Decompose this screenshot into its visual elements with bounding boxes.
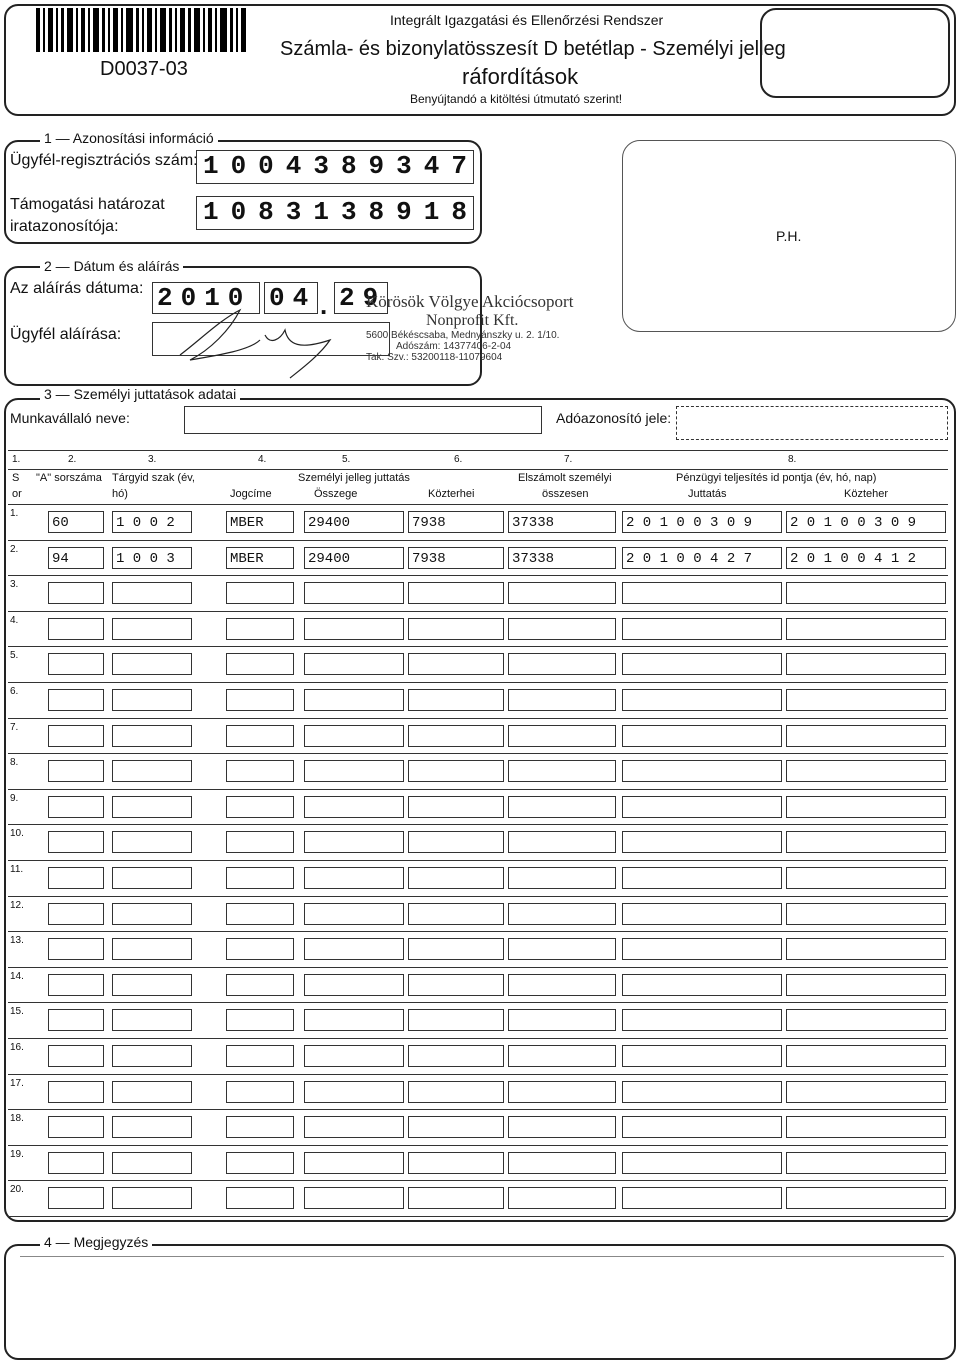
cell-a[interactable] — [48, 689, 104, 711]
table-row — [8, 647, 948, 683]
row-number: 19. — [10, 1148, 24, 1160]
cell-period[interactable] — [112, 725, 192, 747]
cell-pay1[interactable] — [622, 582, 782, 604]
cell-pay2[interactable]: 2 0 1 0 0 3 0 9 — [786, 511, 946, 533]
reg-digit: 1 — [202, 151, 219, 181]
cell-title[interactable] — [226, 938, 294, 960]
cell-amount[interactable] — [304, 796, 404, 818]
row-number: 5. — [10, 650, 19, 662]
cell-amount[interactable] — [304, 938, 404, 960]
page-title: Számla- és bizonylatösszesít D betétlap - Személyi jelleg — [280, 38, 786, 60]
row-number: 8. — [10, 757, 19, 769]
cell-a[interactable] — [48, 653, 104, 675]
cell-pay1[interactable] — [622, 796, 782, 818]
form-code: D0037-03 — [100, 58, 188, 80]
col-number: 4. — [258, 454, 267, 465]
tax-id-field[interactable] — [676, 406, 948, 440]
col-number: 5. — [342, 454, 351, 465]
cell-pay1[interactable] — [622, 1187, 782, 1209]
cell-total[interactable] — [508, 653, 616, 675]
cell-title[interactable] — [226, 974, 294, 996]
cell-title[interactable] — [226, 867, 294, 889]
cell-total[interactable]: 37338 — [508, 547, 616, 569]
row-number: 13. — [10, 935, 24, 947]
cell-total[interactable] — [508, 725, 616, 747]
cell-public[interactable] — [408, 1045, 504, 1067]
employee-name-label: Munkavállaló neve: — [10, 410, 130, 426]
row-number: 12. — [10, 899, 24, 911]
stamp-line: Tak. Szv.: 53200118-11079604 — [366, 352, 503, 363]
table-row — [8, 861, 948, 897]
cell-total[interactable] — [508, 1009, 616, 1031]
reg-digit: 8 — [340, 151, 357, 181]
decision-digit: 0 — [230, 197, 247, 227]
cell-pay2[interactable] — [786, 582, 946, 604]
cell-pay2[interactable] — [786, 1081, 946, 1103]
cell-period[interactable]: 1 0 0 2 — [112, 511, 192, 533]
cell-title[interactable]: MBER — [226, 547, 294, 569]
cell-title[interactable] — [226, 1045, 294, 1067]
cell-total[interactable] — [508, 1187, 616, 1209]
cell-pay1[interactable] — [622, 938, 782, 960]
table-row — [8, 719, 948, 755]
header-settled-2: összesen — [542, 488, 589, 500]
stamp-line: Körösök Völgye Akciócsoport — [366, 292, 574, 311]
reg-digit: 4 — [285, 151, 302, 181]
cell-title[interactable] — [226, 1009, 294, 1031]
cell-title[interactable] — [226, 760, 294, 782]
barcode — [36, 8, 246, 52]
decision-digit: 3 — [340, 197, 357, 227]
cell-period[interactable] — [112, 1081, 192, 1103]
cell-public[interactable] — [408, 867, 504, 889]
table-row — [8, 1110, 948, 1146]
cell-period[interactable] — [112, 1152, 192, 1174]
cell-total[interactable] — [508, 903, 616, 925]
header-or: or — [12, 488, 22, 500]
cell-title[interactable] — [226, 1081, 294, 1103]
row-number: 9. — [10, 792, 19, 804]
cell-pay1[interactable] — [622, 1116, 782, 1138]
cell-pay2[interactable] — [786, 938, 946, 960]
cell-amount[interactable] — [304, 1152, 404, 1174]
decision-id-field[interactable] — [196, 196, 474, 230]
cell-amount[interactable] — [304, 1081, 404, 1103]
cell-a[interactable]: 94 — [48, 547, 104, 569]
cell-a[interactable] — [48, 1009, 104, 1031]
cell-period[interactable] — [112, 618, 192, 640]
corner-box — [760, 8, 950, 98]
cell-public[interactable] — [408, 582, 504, 604]
tax-id-label: Adóazonosító jele: — [556, 410, 672, 426]
cell-period[interactable] — [112, 1116, 192, 1138]
cell-public[interactable] — [408, 903, 504, 925]
cell-public[interactable] — [408, 653, 504, 675]
cell-public[interactable] — [408, 1152, 504, 1174]
cell-amount[interactable] — [304, 831, 404, 853]
cell-total[interactable] — [508, 1116, 616, 1138]
reg-number-field[interactable] — [196, 150, 474, 184]
decision-label-2: iratazonosítója: — [10, 218, 119, 235]
cell-amount[interactable] — [304, 582, 404, 604]
cell-title[interactable] — [226, 725, 294, 747]
cell-pay1[interactable] — [622, 689, 782, 711]
cell-total[interactable] — [508, 618, 616, 640]
cell-title[interactable]: MBER — [226, 511, 294, 533]
cell-total[interactable]: 37338 — [508, 511, 616, 533]
table-header — [8, 470, 948, 505]
cell-pay1[interactable]: 2 0 1 0 0 3 0 9 — [622, 511, 782, 533]
row-number: 17. — [10, 1077, 24, 1089]
row-number: 4. — [10, 614, 19, 626]
header-benefit: Személyi jelleg juttatás — [298, 472, 410, 484]
cell-title[interactable] — [226, 1187, 294, 1209]
cell-period[interactable] — [112, 1187, 192, 1209]
cell-pay2[interactable] — [786, 689, 946, 711]
col-number: 8. — [788, 454, 797, 465]
col-number: 1. — [12, 454, 21, 465]
date-month-field[interactable]: 04 — [264, 282, 318, 314]
table-row — [8, 754, 948, 790]
header-pay-benefit: Juttatás — [688, 488, 727, 500]
cell-pay2[interactable] — [786, 796, 946, 818]
cell-pay2[interactable]: 2 0 1 0 0 4 1 2 — [786, 547, 946, 569]
header-period-2: hó) — [112, 488, 128, 500]
cell-title[interactable] — [226, 1116, 294, 1138]
row-number: 6. — [10, 685, 19, 697]
cell-a[interactable] — [48, 725, 104, 747]
row-number: 16. — [10, 1041, 24, 1053]
cell-amount[interactable] — [304, 725, 404, 747]
decision-digit: 1 — [313, 197, 329, 227]
cell-pay1[interactable] — [622, 974, 782, 996]
company-stamp — [366, 292, 606, 363]
cell-public[interactable] — [408, 760, 504, 782]
cell-pay2[interactable] — [786, 867, 946, 889]
cell-total[interactable] — [508, 1152, 616, 1174]
cell-public[interactable]: 7938 — [408, 511, 504, 533]
cell-pay2[interactable] — [786, 1187, 946, 1209]
cell-a[interactable]: 60 — [48, 511, 104, 533]
cell-pay2[interactable] — [786, 974, 946, 996]
reg-digit: 0 — [258, 151, 274, 181]
cell-period[interactable] — [112, 760, 192, 782]
row-number: 18. — [10, 1113, 24, 1125]
section4-heading: 4 — Megjegyzés — [40, 1234, 152, 1250]
cell-total[interactable] — [508, 796, 616, 818]
header-a-number: "A" sorszáma — [36, 472, 102, 484]
header-amount: Összege — [314, 488, 358, 500]
cell-pay1[interactable]: 2 0 1 0 0 4 2 7 — [622, 547, 782, 569]
row-number: 1. — [10, 508, 19, 519]
row-number: 20. — [10, 1184, 24, 1196]
header-s: S — [12, 472, 20, 484]
cell-public[interactable] — [408, 1116, 504, 1138]
cell-amount[interactable]: 29400 — [304, 547, 404, 569]
table-row — [8, 1039, 948, 1075]
cell-a[interactable] — [48, 796, 104, 818]
cell-period[interactable]: 1 0 0 3 — [112, 547, 192, 569]
cell-pay1[interactable] — [622, 903, 782, 925]
cell-a[interactable] — [48, 1116, 104, 1138]
reg-digit: 3 — [396, 151, 412, 181]
cell-pay2[interactable] — [786, 1009, 946, 1031]
decision-label-1: Támogatási határozat — [10, 196, 165, 213]
signature-label: Ügyfél aláírása: — [10, 326, 122, 343]
submission-note: Benyújtandó a kitöltési útmutató szerint! — [410, 92, 623, 106]
stamp-line: Adószám: 14377406-2-04 — [396, 341, 512, 352]
section1-heading: 1 — Azonosítási információ — [40, 130, 218, 146]
cell-public[interactable] — [408, 1187, 504, 1209]
cell-pay2[interactable] — [786, 1045, 946, 1067]
row-number: 11. — [10, 863, 24, 875]
table-row — [8, 897, 948, 933]
cell-pay2[interactable] — [786, 831, 946, 853]
cell-a[interactable] — [48, 938, 104, 960]
cell-pay1[interactable] — [622, 1045, 782, 1067]
reg-digit: 0 — [230, 151, 247, 181]
cell-a[interactable] — [48, 1152, 104, 1174]
cell-total[interactable] — [508, 582, 616, 604]
table-row — [8, 505, 948, 541]
table-row — [8, 1181, 948, 1217]
date-separator: . — [320, 290, 328, 320]
table-row — [8, 825, 948, 861]
cell-public[interactable]: 7938 — [408, 547, 504, 569]
cell-a[interactable] — [48, 760, 104, 782]
decision-digit: 1 — [202, 197, 219, 227]
cell-period[interactable] — [112, 1045, 192, 1067]
cell-title[interactable] — [226, 689, 294, 711]
cell-pay1[interactable] — [622, 831, 782, 853]
stamp-line: Nonprofit Kft. — [426, 312, 519, 329]
cell-amount[interactable] — [304, 1045, 404, 1067]
section3-heading: 3 — Személyi juttatások adatai — [40, 386, 240, 402]
table-body — [8, 505, 948, 1217]
cell-total[interactable] — [508, 974, 616, 996]
row-number: 15. — [10, 1006, 24, 1018]
cell-pay1[interactable] — [622, 1081, 782, 1103]
cell-title[interactable] — [226, 653, 294, 675]
page-title-line2: ráfordítások — [462, 64, 579, 89]
decision-digit: 1 — [423, 197, 440, 227]
cell-a[interactable] — [48, 582, 104, 604]
cell-a[interactable] — [48, 618, 104, 640]
header-settled-1: Elszámolt személyi — [518, 472, 612, 484]
stamp-line: 5600 Békéscsaba, Mednyánszky u. 2. 1/10. — [366, 330, 560, 341]
row-number: 10. — [10, 828, 24, 840]
col-number: 3. — [148, 454, 157, 465]
cell-amount[interactable] — [304, 653, 404, 675]
cell-public[interactable] — [408, 974, 504, 996]
comment-field[interactable] — [20, 1256, 944, 1345]
header-payment: Pénzügyi teljesítés id pontja (év, hó, nap) — [676, 472, 877, 484]
cell-public[interactable] — [408, 725, 504, 747]
cell-period[interactable] — [112, 689, 192, 711]
decision-digit: 9 — [396, 197, 412, 227]
col-number: 2. — [68, 454, 77, 465]
table-row — [8, 968, 948, 1004]
cell-total[interactable] — [508, 1045, 616, 1067]
header-period-1: Tárgyid szak (év, — [112, 472, 195, 484]
cell-public[interactable] — [408, 1081, 504, 1103]
cell-amount[interactable] — [304, 618, 404, 640]
cell-amount[interactable] — [304, 867, 404, 889]
reg-digit: 9 — [368, 151, 385, 181]
cell-pay1[interactable] — [622, 760, 782, 782]
reg-digit: 4 — [423, 151, 440, 181]
cell-a[interactable] — [48, 867, 104, 889]
cell-public[interactable] — [408, 938, 504, 960]
cell-public[interactable] — [408, 1009, 504, 1031]
table-row — [8, 612, 948, 648]
stamp-label: P.H. — [776, 228, 802, 244]
decision-digit: 8 — [451, 197, 467, 227]
cell-period[interactable] — [112, 796, 192, 818]
cell-a[interactable] — [48, 1187, 104, 1209]
cell-amount[interactable] — [304, 1009, 404, 1031]
cell-a[interactable] — [48, 1045, 104, 1067]
col-number: 7. — [564, 454, 573, 465]
benefits-table — [8, 450, 948, 1217]
decision-digit: 8 — [258, 197, 274, 227]
col-number: 6. — [454, 454, 463, 465]
cell-public[interactable] — [408, 618, 504, 640]
table-row — [8, 1003, 948, 1039]
cell-period[interactable] — [112, 831, 192, 853]
cell-pay2[interactable] — [786, 903, 946, 925]
cell-pay2[interactable] — [786, 653, 946, 675]
header-public: Közterhei — [428, 488, 475, 500]
cell-a[interactable] — [48, 974, 104, 996]
section2-heading: 2 — Dátum és aláírás — [40, 258, 183, 274]
cell-total[interactable] — [508, 760, 616, 782]
cell-public[interactable] — [408, 831, 504, 853]
date-label: Az aláírás dátuma: — [10, 280, 144, 297]
cell-pay2[interactable] — [786, 1152, 946, 1174]
cell-amount[interactable] — [304, 689, 404, 711]
cell-pay2[interactable] — [786, 725, 946, 747]
system-name: Integrált Igazgatási és Ellenőrzési Rendszer — [390, 12, 664, 28]
employee-name-field[interactable] — [184, 406, 542, 434]
cell-period[interactable] — [112, 653, 192, 675]
cell-total[interactable] — [508, 831, 616, 853]
cell-period[interactable] — [112, 903, 192, 925]
table-row — [8, 576, 948, 612]
cell-pay2[interactable] — [786, 760, 946, 782]
cell-pay1[interactable] — [622, 653, 782, 675]
cell-total[interactable] — [508, 689, 616, 711]
cell-period[interactable] — [112, 867, 192, 889]
table-row — [8, 1075, 948, 1111]
handwritten-signature — [170, 300, 370, 380]
cell-amount[interactable]: 29400 — [304, 511, 404, 533]
table-row — [8, 790, 948, 826]
cell-period[interactable] — [112, 938, 192, 960]
cell-title[interactable] — [226, 831, 294, 853]
header-title: Jogcíme — [230, 488, 272, 500]
reg-number-label: Ügyfél-regisztrációs szám: — [10, 152, 198, 169]
cell-pay2[interactable] — [786, 1116, 946, 1138]
cell-period[interactable] — [112, 1009, 192, 1031]
cell-pay1[interactable] — [622, 1152, 782, 1174]
cell-amount[interactable] — [304, 1116, 404, 1138]
cell-pay1[interactable] — [622, 725, 782, 747]
cell-pay1[interactable] — [622, 1009, 782, 1031]
table-row — [8, 541, 948, 577]
col-numbers — [8, 450, 948, 470]
reg-digit: 7 — [451, 151, 467, 181]
cell-amount[interactable] — [304, 974, 404, 996]
cell-amount[interactable] — [304, 1187, 404, 1209]
header-pay-public: Közteher — [844, 488, 889, 500]
cell-pay2[interactable] — [786, 618, 946, 640]
reg-digit: 3 — [313, 151, 329, 181]
table-row — [8, 1146, 948, 1182]
date-day-field[interactable]: 29 — [334, 282, 388, 314]
cell-title[interactable] — [226, 796, 294, 818]
cell-pay1[interactable] — [622, 867, 782, 889]
cell-period[interactable] — [112, 974, 192, 996]
cell-total[interactable] — [508, 1081, 616, 1103]
cell-title[interactable] — [226, 582, 294, 604]
cell-amount[interactable] — [304, 903, 404, 925]
cell-public[interactable] — [408, 689, 504, 711]
row-number: 14. — [10, 970, 24, 982]
cell-a[interactable] — [48, 831, 104, 853]
cell-amount[interactable] — [304, 760, 404, 782]
cell-public[interactable] — [408, 796, 504, 818]
cell-title[interactable] — [226, 903, 294, 925]
cell-title[interactable] — [226, 1152, 294, 1174]
cell-title[interactable] — [226, 618, 294, 640]
cell-a[interactable] — [48, 1081, 104, 1103]
row-number: 3. — [10, 579, 19, 591]
cell-pay1[interactable] — [622, 618, 782, 640]
cell-total[interactable] — [508, 867, 616, 889]
date-year-field[interactable]: 2010 — [152, 282, 260, 314]
row-number: 2. — [10, 543, 19, 555]
table-row — [8, 932, 948, 968]
decision-digit: 3 — [285, 197, 302, 227]
decision-digit: 8 — [368, 197, 385, 227]
row-number: 7. — [10, 721, 19, 733]
cell-a[interactable] — [48, 903, 104, 925]
table-row — [8, 683, 948, 719]
cell-period[interactable] — [112, 582, 192, 604]
cell-total[interactable] — [508, 938, 616, 960]
